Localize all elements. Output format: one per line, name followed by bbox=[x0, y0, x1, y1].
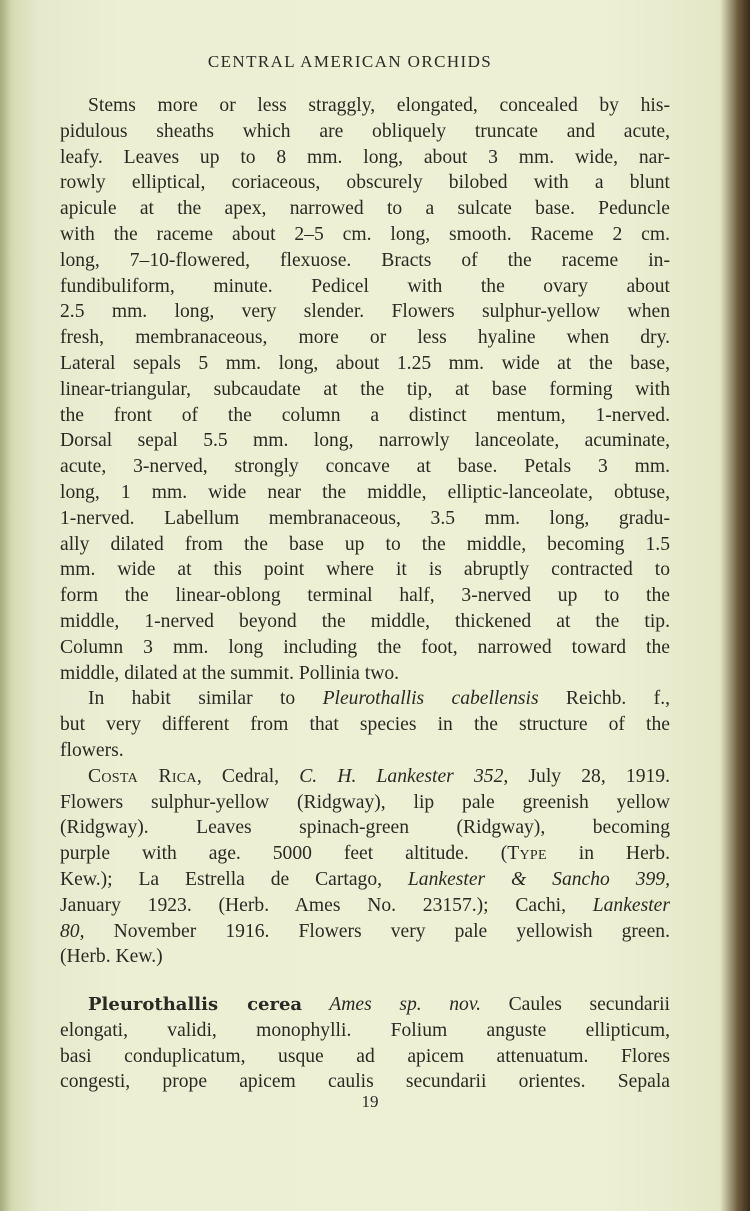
collector-name: Lankester & Sancho 399, bbox=[407, 868, 670, 890]
text-line: purple with age. 5000 feet altitude. (Type in Herb. bbox=[60, 843, 671, 865]
text-line: 80, November 1916. Flowers very pale yellowish green. bbox=[60, 920, 670, 942]
text-line: but very different from that species in the structure of the bbox=[60, 714, 670, 736]
text-line: Kew.); La Estrella de Cartago, Lankester & Sancho 399, bbox=[60, 868, 670, 890]
text-line: the front of the column a distinct mentum, 1-nerved. bbox=[60, 404, 670, 426]
text-line: long, 7–10-flowered, flexuose. Bracts of the raceme in- bbox=[60, 249, 670, 271]
text-line: January 1923. (Herb. Ames No. 23157.); Cachi, Lankester bbox=[60, 894, 670, 916]
text-line: leafy. Leaves up to 8 mm. long, about 3 mm. wide, nar- bbox=[60, 146, 670, 168]
species-name: Pleurothallis cabellensis bbox=[322, 688, 539, 710]
text-line: Column 3 mm. long including the foot, narrowed toward the bbox=[60, 636, 670, 658]
text-line: Lateral sepals 5 mm. long, about 1.25 mm. wide at the base, bbox=[60, 352, 670, 374]
spine-shadow bbox=[0, 0, 10, 1211]
text-line: flowers. bbox=[60, 739, 124, 761]
text-line: form the linear-oblong terminal half, 3-nerved up to the bbox=[60, 585, 670, 607]
text-line: acute, 3-nerved, strongly concave at base. Petals 3 mm. bbox=[60, 456, 670, 478]
text-line: mm. wide at this point where it is abruptly contracted to bbox=[60, 559, 670, 581]
text-line: ally dilated from the base up to the middle, becoming 1.5 bbox=[60, 533, 670, 555]
text-line: apicule at the apex, narrowed to a sulcate base. Peduncle bbox=[60, 198, 670, 220]
running-head: CENTRAL AMERICAN ORCHIDS bbox=[207, 52, 493, 71]
text-line: middle, 1-nerved beyond the middle, thickened at the tip. bbox=[60, 610, 670, 632]
text-line: In habit similar to Pleurothallis cabellensis Reichb. f., bbox=[88, 688, 670, 710]
country-name: Costa Rica bbox=[88, 765, 197, 787]
text-line: Stems more or less straggly, elongated, concealed by his- bbox=[88, 95, 670, 116]
collector-name: Lankester bbox=[592, 894, 670, 916]
text-line: elongati, validi, monophylli. Folium anguste ellipticum, bbox=[60, 1019, 670, 1041]
text-line: with the raceme about 2–5 cm. long, smooth. Raceme 2 cm. bbox=[60, 223, 670, 245]
section-gap bbox=[60, 970, 670, 992]
authority: Ames sp. nov. bbox=[302, 994, 481, 1016]
text-line: congesti, prope apicem caulis secundarii orientes. Sepala bbox=[60, 1071, 670, 1093]
text-line: basi conduplicatum, usque ad apicem attenuatum. Flores bbox=[60, 1045, 670, 1067]
description-paragraph bbox=[60, 93, 670, 686]
species-heading: Pleurothallis cerea bbox=[88, 994, 303, 1016]
specimens-paragraph bbox=[60, 764, 670, 970]
text-line: Flowers sulphur-yellow (Ridgway), lip pale greenish yellow bbox=[60, 791, 670, 813]
text-line: fresh, membranaceous, more or less hyaline when dry. bbox=[60, 327, 670, 349]
habit-paragraph bbox=[60, 686, 670, 763]
text-line: long, 1 mm. wide near the middle, elliptic-lanceolate, obtuse, bbox=[60, 481, 670, 503]
text-line: Pleurothallis cerea Ames sp. nov. Caules secundarii bbox=[88, 994, 670, 1016]
text-line: Dorsal sepal 5.5 mm. long, narrowly lanceolate, acuminate, bbox=[60, 430, 670, 452]
collector-name: C. H. Lankester 352 bbox=[299, 765, 504, 787]
text-line: (Herb. Kew.) bbox=[60, 946, 163, 968]
page-body bbox=[60, 93, 670, 1095]
text-line: rowly elliptical, coriaceous, obscurely bilobed with a blunt bbox=[60, 172, 670, 194]
text-line: 1-nerved. Labellum membranaceous, 3.5 mm. long, gradu- bbox=[60, 507, 670, 529]
text-line: fundibuliform, minute. Pedicel with the ovary about bbox=[60, 275, 670, 297]
text-line: linear-triangular, subcaudate at the tip, at base forming with bbox=[60, 378, 670, 400]
type-label: Type bbox=[507, 843, 547, 865]
text-line: (Ridgway). Leaves spinach-green (Ridgway), becoming bbox=[60, 817, 670, 839]
text-line: middle, dilated at the summit. Pollinia two. bbox=[60, 662, 400, 684]
text-line: Costa Rica, Cedral, C. H. Lankester 352, July 28, 1919. bbox=[88, 765, 670, 787]
new-species-paragraph bbox=[60, 992, 670, 1095]
text-line: 2.5 mm. long, very slender. Flowers sulphur-yellow when bbox=[60, 301, 670, 323]
text-line: pidulous sheaths which are obliquely truncate and acute, bbox=[60, 120, 670, 142]
page-number: 19 bbox=[361, 1092, 379, 1111]
